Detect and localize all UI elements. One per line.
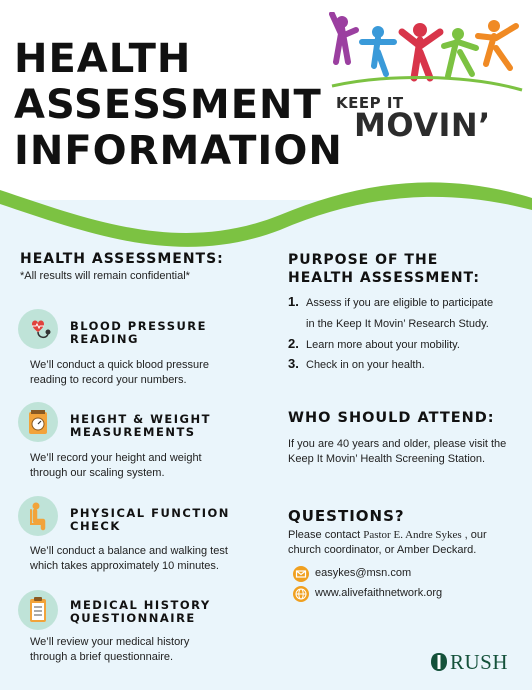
item-desc-physical-function: We’ll conduct a balance and walking test which takes approximately 10 minutes. xyxy=(30,545,228,572)
questions-heading: QUESTIONS? xyxy=(288,507,405,525)
who-should-attend-heading: WHO SHOULD ATTEND: xyxy=(288,410,495,426)
purpose-heading: PURPOSE OF THE HEALTH ASSESSMENT: xyxy=(288,252,480,286)
questions-text: Please contact Pastor E. Andre Sykes , our church coordinator, or Amber Deckard. xyxy=(288,529,487,556)
website-link[interactable]: www.alivefaithnetwork.org xyxy=(315,587,443,599)
rush-shield-icon xyxy=(430,652,448,672)
page-title xyxy=(14,36,343,174)
list-item: 2. Learn more about your mobility. xyxy=(288,336,460,351)
item-title-physical-function: PHYSICAL FUNCTION CHECK xyxy=(70,506,230,533)
list-item: 3. Check in on your health. xyxy=(288,356,425,371)
dancing-figures-icon xyxy=(326,12,526,102)
sitting-person-icon xyxy=(18,496,58,536)
clipboard-icon xyxy=(18,590,58,630)
email-link[interactable]: easykes@msn.com xyxy=(315,567,412,579)
blood-pressure-icon xyxy=(18,309,58,349)
list-item-continuation: in the Keep It Movin’ Research Study. xyxy=(306,318,489,330)
item-desc-height-weight: We’ll record your height and weight through our scaling system. xyxy=(30,452,202,479)
title-line-3: INFORMATION xyxy=(14,128,343,174)
list-item: 1. Assess if you are eligible to participate xyxy=(288,294,494,309)
item-title-height-weight: HEIGHT & WEIGHT MEASUREMENTS xyxy=(70,412,211,439)
health-assessments-heading: HEALTH ASSESSMENTS: xyxy=(20,251,224,267)
attend-text: If you are 40 years and older, please visit the Keep It Movin’ Health Screening Station. xyxy=(288,438,507,465)
rush-brand-text: RUSH xyxy=(450,650,509,674)
confidential-note: *All results will remain confidential* xyxy=(20,270,190,282)
keep-it-movin-logo xyxy=(326,12,526,142)
title-line-1: HEALTH xyxy=(14,36,192,82)
title-line-2: ASSESSMENT xyxy=(14,82,322,128)
item-desc-blood-pressure: We’ll conduct a quick blood pressure reading to record your numbers. xyxy=(30,359,209,386)
logo-text-keep-it: KEEP IT xyxy=(336,94,404,112)
scale-icon xyxy=(18,402,58,442)
globe-icon xyxy=(293,586,309,602)
logo-text-movin: MOVIN’ xyxy=(354,106,491,144)
item-title-blood-pressure: BLOOD PRESSURE READING xyxy=(70,319,208,346)
item-title-medical-history: MEDICAL HISTORY QUESTIONNAIRE xyxy=(70,598,211,625)
pastor-name: Pastor E. Andre Sykes xyxy=(363,529,462,541)
item-desc-medical-history: We’ll review your medical history through a brief questionnaire. xyxy=(30,636,190,663)
email-icon xyxy=(293,566,309,582)
